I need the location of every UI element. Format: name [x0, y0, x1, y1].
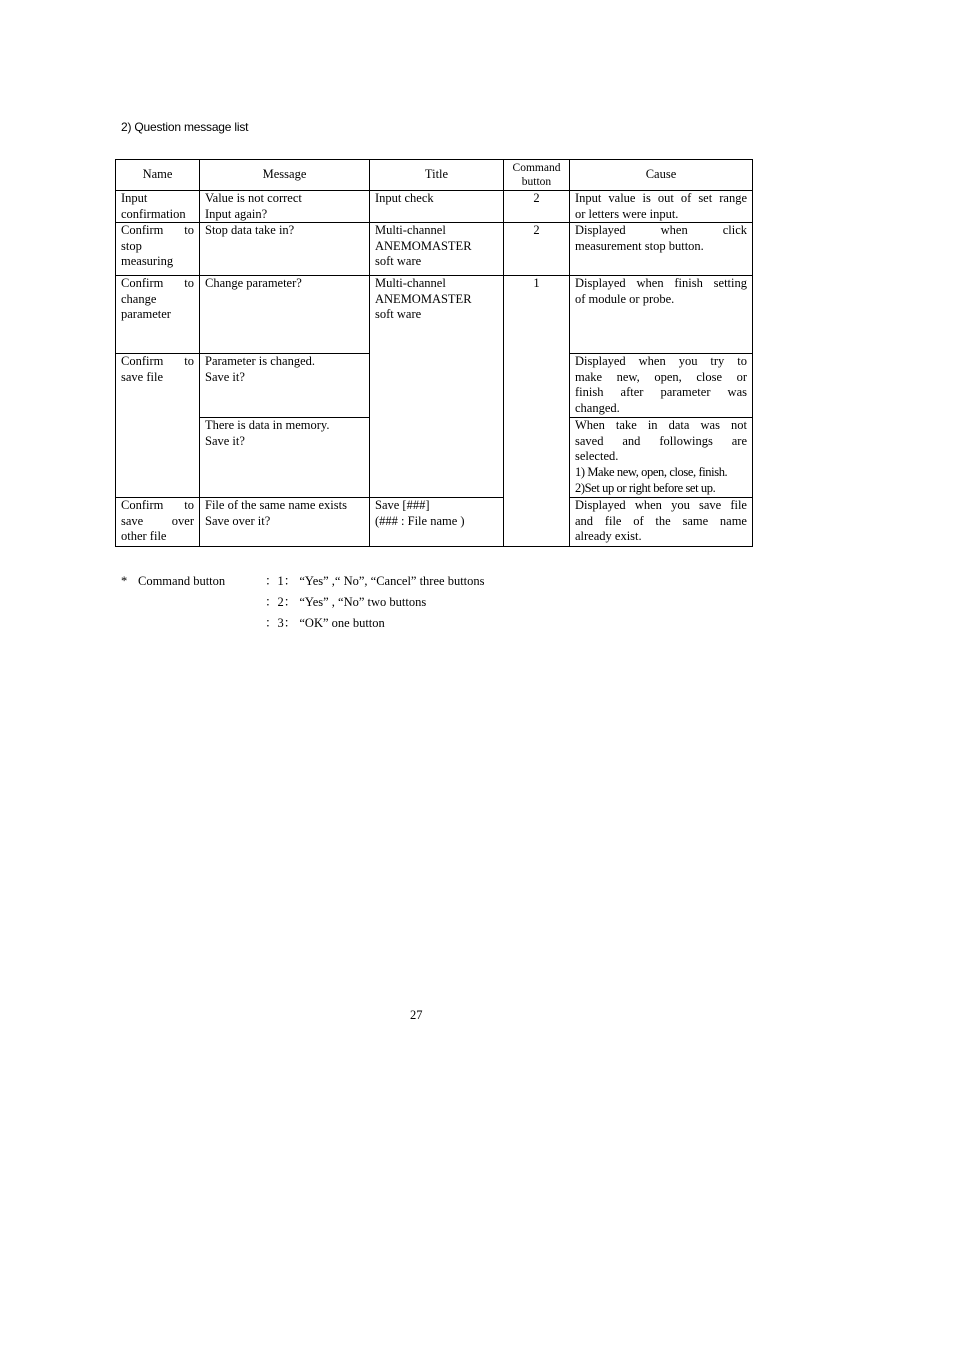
- cell-title: Save [###] (### : File name ): [370, 498, 504, 547]
- cell-name: Confirm to save file: [116, 354, 200, 498]
- cell-title: Multi-channel ANEMOMASTER soft ware: [370, 276, 504, 498]
- cell-title: Multi-channel ANEMOMASTER soft ware: [370, 223, 504, 276]
- header-command-button: Command button: [504, 160, 570, 191]
- note-item: ：2： “Yes” , “No” two buttons: [265, 595, 427, 609]
- note-item: ：3： “OK” one button: [265, 616, 385, 630]
- table-header-row: [116, 160, 753, 191]
- note-items: [265, 571, 485, 634]
- note-item: ：1： “Yes” ,“ No”, “Cancel” three buttons: [265, 574, 485, 588]
- cell-cause: Displayed when you save file and file of the same name already exist.: [570, 498, 753, 547]
- table-row: [116, 276, 753, 354]
- table-row: [116, 191, 753, 223]
- cell-cause: When take in data was not saved and followings are selected. 1) Make new, open, close, finish. 2)Set up or right before set up.: [570, 418, 753, 498]
- cell-name: Input confirmation: [116, 191, 200, 223]
- cell-name: Confirm to stop measuring: [116, 223, 200, 276]
- cell-cause: Input value is out of set range or letters were input.: [570, 191, 753, 223]
- cell-title: Input check: [370, 191, 504, 223]
- cell-cause: Displayed when finish setting of module or probe.: [570, 276, 753, 354]
- cell-message: File of the same name exists Save over it?: [200, 498, 370, 547]
- section-heading: 2) Question message list: [121, 120, 249, 134]
- cell-message: Value is not correct Input again?: [200, 191, 370, 223]
- cell-command: 2: [504, 223, 570, 276]
- cell-cause: Displayed when click measurement stop button.: [570, 223, 753, 276]
- header-name: Name: [116, 160, 200, 191]
- cell-cause: Displayed when you try to make new, open, close or finish after parameter was changed.: [570, 354, 753, 418]
- page-number: 27: [410, 1008, 423, 1022]
- cell-message: Stop data take in?: [200, 223, 370, 276]
- header-cause: Cause: [570, 160, 753, 191]
- question-message-table: [115, 159, 753, 547]
- note-label: Command button: [138, 574, 226, 588]
- cell-name: Confirm to save over other file: [116, 498, 200, 547]
- cell-message: There is data in memory. Save it?: [200, 418, 370, 498]
- cell-command: 2: [504, 191, 570, 223]
- header-message: Message: [200, 160, 370, 191]
- cell-name: Confirm to change parameter: [116, 276, 200, 354]
- cell-message: Change parameter?: [200, 276, 370, 354]
- cell-command: 1: [504, 276, 570, 547]
- cell-message: Parameter is changed. Save it?: [200, 354, 370, 418]
- table-row: [116, 223, 753, 276]
- note-asterisk: *: [121, 574, 128, 588]
- table-row: [116, 498, 753, 547]
- header-title: Title: [370, 160, 504, 191]
